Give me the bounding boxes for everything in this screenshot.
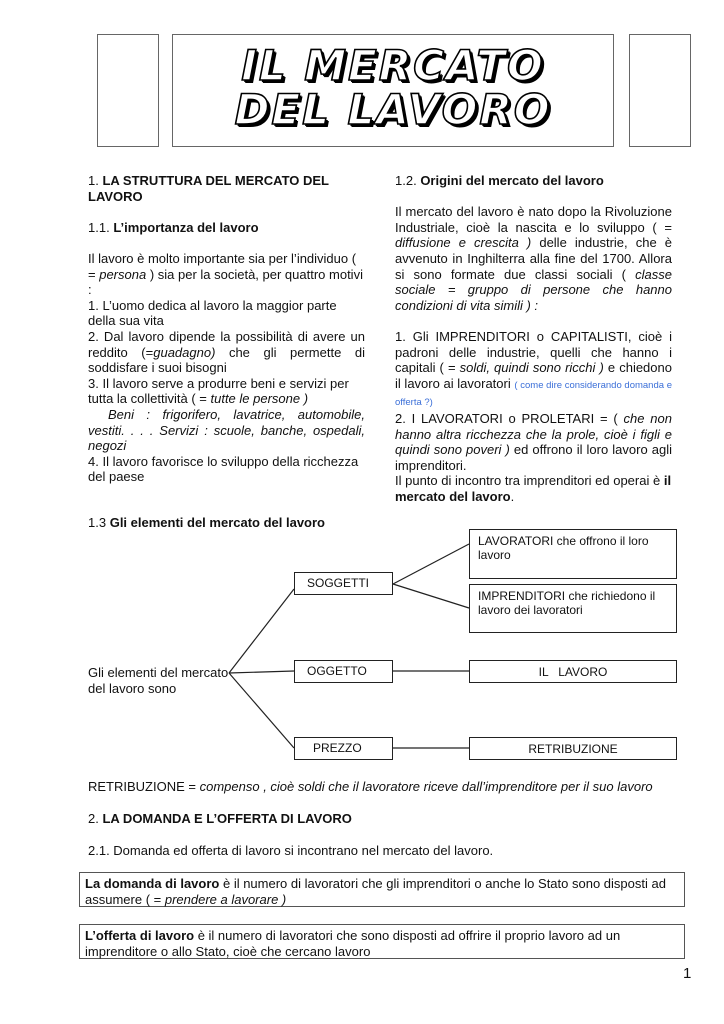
section-2-1-text: 2.1. Domanda ed offerta di lavoro si incontrano nel mercato del lavoro. — [88, 843, 494, 858]
section-1-1-intro: Il lavoro è molto importante sia per l’individuo ( = persona ) sia per la società, per quattro motivi : — [88, 250, 363, 298]
reason-3: 3. Il lavoro serve a produrre beni e servizi per tutta la collettività ( = tutte le persone ) — [88, 375, 349, 407]
node-retribuzione: RETRIBUZIONE — [469, 737, 677, 760]
reason-4: 4. Il lavoro favorisce lo sviluppo della ricchezza del paese — [88, 453, 359, 485]
section-2-heading: 2. LA DOMANDA E L’OFFERTA DI LAVORO — [88, 811, 352, 826]
section-1-heading: 1. LA STRUTTURA DEL MERCATO DEL LAVORO — [88, 173, 329, 204]
node-il-lavoro: IL LAVORO — [469, 660, 677, 683]
section-1-1-heading: 1.1. L’importanza del lavoro — [88, 219, 259, 235]
reason-1: 1. L’uomo dedica al lavoro la maggior parte della sua vita — [88, 297, 337, 329]
node-oggetto: OGGETTO — [294, 660, 393, 683]
diagram-root-label: Gli elementi del mercato del lavoro sono — [88, 665, 229, 696]
reason-2: 2. Dal lavoro dipende la possibilità di avere un reddito (=guadagno) che gli permette di soddisfare i suoi bisogni — [88, 328, 365, 376]
node-soggetti: SOGGETTI — [294, 572, 393, 595]
page-number: 1 — [683, 965, 692, 982]
domanda-definition-box: La domanda di lavoro è il numero di lavoratori che gli imprenditori o anche lo Stato sono disposti ad assumere ( = prendere a lavorare ) — [79, 872, 685, 907]
beni-servizi-examples: Beni : frigorifero, lavatrice, automobile, vestiti. . . . Servizi : scuole, banche, ospedali, negozi — [88, 406, 365, 454]
class-lavoratori: 2. I LAVORATORI o PROLETARI = ( che non hanno altra ricchezza che la prole, cioè i figli e quindi sono poveri ) ed offrono il loro lavoro agli imprenditori. — [395, 410, 672, 473]
offerta-definition-box: L’offerta di lavoro è il numero di lavoratori che sono disposti ad offrire il proprio lavoro ad un imprenditore o allo Stato, cioè che cercano lavoro — [79, 924, 685, 959]
node-imprenditori: IMPRENDITORI che richiedono il lavoro dei lavoratori — [469, 584, 677, 633]
origins-paragraph: Il mercato del lavoro è nato dopo la Rivoluzione Industriale, cioè la nascita e lo sviluppo ( = diffusione e crescita ) delle industrie, che è avvenuto in Inghilterra alla fine del 1700. Allora si sono formate due classi sociali ( classe sociale = gruppo di persone che hanno condizioni di vita simili ) : — [395, 204, 672, 313]
class-imprenditori: 1. Gli IMPRENDITORI o CAPITALISTI, cioè i padroni delle industrie, quelli che hanno i capitali ( = soldi, quindi sono ricchi ) e chiedono il lavoro ai lavoratori ( come dire considerando domanda e offerta ?) — [395, 328, 673, 409]
title-line-2: DEL LAVORO — [234, 85, 552, 134]
node-lavoratori: LAVORATORI che offrono il loro lavoro — [469, 529, 677, 579]
section-1-2-heading: 1.2. Origini del mercato del lavoro — [395, 173, 604, 188]
node-prezzo: PREZZO — [294, 737, 393, 760]
meeting-point: Il punto di incontro tra imprenditori ed operai è il mercato del lavoro. — [395, 473, 672, 504]
retribuzione-definition: RETRIBUZIONE = compenso , cioè soldi che il lavoratore riceve dall’imprenditore per il suo lavoro — [88, 779, 653, 794]
title-line-1: IL MERCATO — [241, 41, 545, 90]
editor-note: ( come dire considerando domanda e offerta ?) — [395, 379, 673, 409]
section-1-3-heading: 1.3 Gli elementi del mercato del lavoro — [88, 515, 325, 530]
